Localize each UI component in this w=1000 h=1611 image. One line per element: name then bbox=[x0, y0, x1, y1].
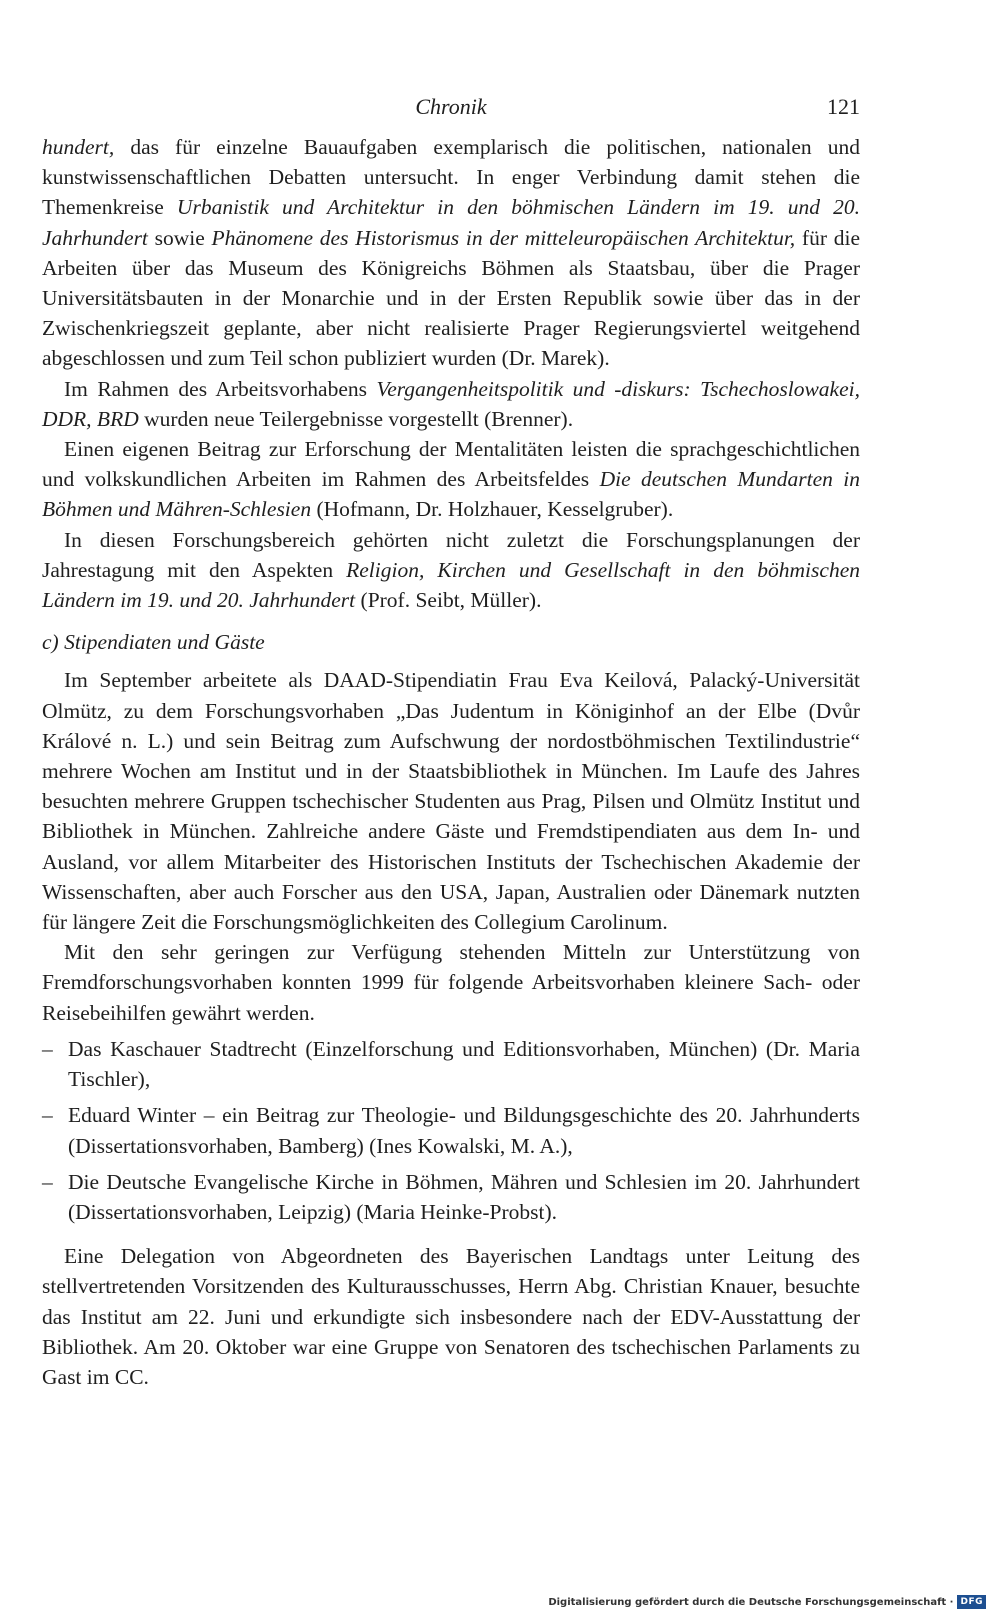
body-text-run: Einen eigenen Beitrag zur Erforschung der Mentalitäten leisten die sprachgeschichtlichen und volkskundlichen Arbeiten im Rahmen des Arbeitsfeldes bbox=[42, 437, 860, 492]
italic-title-text: Religion, Kirchen und Gesellschaft in den böhmischen Ländern im 19. und 20. Jahrhundert bbox=[42, 557, 860, 613]
body-text bbox=[42, 132, 860, 1392]
italic-title-text: Urbanistik und Architektur in den böhmischen Ländern im 19. und 20. Jahrhundert bbox=[42, 195, 861, 250]
section-heading: c) Stipendiaten und Gäste bbox=[42, 630, 265, 655]
document-page bbox=[42, 88, 860, 1568]
paragraph-7: Eine Delegation von Abgeordneten des Bayerischen Landtags unter Leitung des stellvertretenden Vorsitzenden des Kulturausschusses, Herrn Abg. Christian Knauer, besuchte das Institut am 22. Juni und erkundigte sich insbesondere nach der EDV-Ausstattung der Bibliothek. Am 20. Oktober war eine Gruppe von Senatoren des tschechischen Parlaments zu Gast im CC. bbox=[42, 1244, 860, 1389]
italic-title-text: Phänomene des Historismus in der mitteleuropäischen Architektur, bbox=[211, 225, 796, 250]
list-item-text: Das Kaschauer Stadtrecht (Einzelforschung und Editionsvorhaben, München) (Dr. Maria Tischler), bbox=[68, 1036, 860, 1092]
funding-list bbox=[42, 1034, 860, 1227]
paragraph-6: Mit den sehr geringen zur Verfügung stehenden Mitteln zur Unterstützung von Fremdforschungsvorhaben konnten 1999 für folgende Arbeitsvorhaben kleinere Sach- oder Reisebeihilfen gewährt werden. bbox=[42, 940, 860, 1025]
list-item bbox=[42, 1167, 860, 1227]
list-dash: – bbox=[42, 1103, 53, 1128]
paragraph-2 bbox=[42, 374, 860, 434]
list-item bbox=[42, 1034, 860, 1094]
italic-title-text: Vergangenheitspolitik und -diskurs: Tschechoslowakei, DDR, BRD bbox=[42, 376, 860, 431]
body-text-run: wurden neue Teilergebnisse vorgestellt (Brenner). bbox=[138, 406, 574, 431]
body-text-run: Im Rahmen des Arbeitsvorhabens bbox=[64, 376, 377, 401]
body-text-run: (Hofmann, Dr. Holzhauer, Kesselgruber). bbox=[311, 497, 674, 522]
body-text-run: das für einzelne Bauaufgaben exemplarisch die politischen, nationalen und kunstwissenschaftlichen Debatten untersucht. In enger Verbindung damit stehen die Themenkreise bbox=[42, 135, 860, 220]
paragraph-4 bbox=[42, 525, 860, 616]
list-item-text: Die Deutsche Evangelische Kirche in Böhmen, Mähren und Schlesien im 20. Jahrhundert (Dissertationsvorhaben, Leipzig) (Maria Heinke-Probst). bbox=[68, 1169, 860, 1224]
page-header bbox=[42, 88, 860, 132]
running-title: Chronik bbox=[415, 94, 487, 119]
body-text-run: In diesen Forschungsbereich gehörten nicht zuletzt die Forschungsplanungen der Jahrestagung mit den Aspekten bbox=[42, 527, 860, 582]
paragraph-3 bbox=[42, 434, 860, 525]
list-dash: – bbox=[42, 1036, 53, 1061]
footer-text: Digitalisierung gefördert durch die Deutsche Forschungsgemeinschaft · bbox=[548, 1596, 954, 1608]
digitization-footer bbox=[548, 1595, 986, 1609]
list-item-text: Eduard Winter – ein Beitrag zur Theologie- und Bildungsgeschichte des 20. Jahrhunderts (Dissertationsvorhaben, Bamberg) (Ines Kowalski, M. A.), bbox=[68, 1103, 860, 1158]
italic-title-text: hundert, bbox=[42, 135, 115, 159]
list-item bbox=[42, 1100, 860, 1160]
paragraph-1 bbox=[42, 132, 860, 374]
body-text-run: für die Arbeiten über das Museum des Königreichs Böhmen als Staatsbau, über die Prager Universitätsbauten in der Monarchie und in der Ersten Republik sowie über das in der Zwischenkriegszeit geplante, aber nicht realisierte Prager Regierungsviertel weitgehend abgeschlossen und zum Teil schon publiziert wurden (Dr. Marek). bbox=[42, 225, 860, 371]
page-number: 121 bbox=[827, 94, 860, 119]
italic-title-text: Die deutschen Mundarten in Böhmen und Mähren-Schlesien bbox=[42, 467, 860, 522]
body-text-run: (Prof. Seibt, Müller). bbox=[355, 588, 542, 613]
dfg-logo: DFG bbox=[957, 1595, 986, 1609]
list-dash: – bbox=[42, 1169, 53, 1194]
paragraph-5: Im September arbeitete als DAAD-Stipendiatin Frau Eva Keilová, Palacký-Universität Olmütz, zu dem Forschungsvorhaben „Das Judentum in Königinhof an der Elbe (Dvůr Králové n. L.) und sein Beitrag zum Aufschwung der nordostböhmischen Textilindustrie“ mehrere Wochen am Institut und in der Staatsbibliothek in München. Im Laufe des Jahres besuchten mehrere Gruppen tschechischer Studenten aus Prag, Pilsen und Olmütz Institut und Bibliothek in München. Zahlreiche andere Gäste und Fremdstipendiaten aus dem In- und Ausland, vor allem Mitarbeiter des Historischen Instituts der Tschechischen Akademie der Wissenschaften, aber auch Forscher aus den USA, Japan, Australien oder Dänemark nutzten für längere Zeit die Forschungsmöglichkeiten des Collegium Carolinum. bbox=[42, 668, 860, 935]
body-text-run: sowie bbox=[147, 225, 212, 250]
